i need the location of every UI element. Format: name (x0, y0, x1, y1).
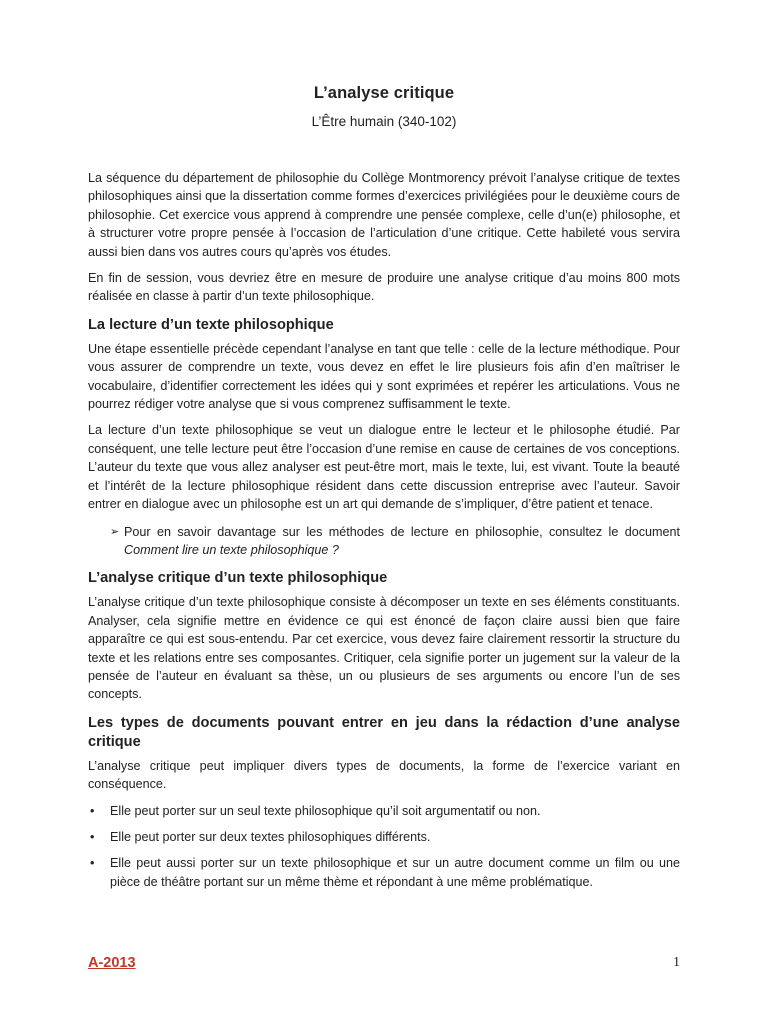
reading-note-text (124, 523, 680, 560)
reading-note-body: Pour en savoir davantage sur les méthodes de lecture en philosophie, consultez le document (124, 524, 680, 539)
intro-paragraph-1: La séquence du département de philosophie du Collège Montmorency prévoit l’analyse critique de textes philosophiques ainsi que la dissertation comme formes d’exercices privilégiées pour le deuxième cours de philosophie. Cet exercice vous apprend à comprendre une pensée complexe, celle d’un(e) philosophe, et à structurer votre propre pensée à l’occasion de l’articulation d’une critique. Cette habileté vous servira aussi bien dans vos autres cours qu’après vos études. (88, 171, 680, 259)
list-item (88, 802, 680, 820)
types-list (88, 802, 680, 892)
page-number: 1 (673, 955, 680, 970)
arrow-bullet-icon: ➢ (110, 525, 120, 538)
section-heading-lecture: La lecture d’un texte philosophique (88, 316, 334, 333)
bullet-icon: • (90, 829, 95, 844)
reading-note-document-title: Comment lire un texte philosophique ? (124, 542, 339, 557)
bullet-icon: • (90, 803, 95, 818)
section-heading-types: Les types de documents pouvant entrer en jeu dans la rédaction d’une analyse critique (88, 714, 680, 750)
list-item-text: Elle peut porter sur deux textes philosophiques différents. (110, 829, 431, 844)
bullet-icon: • (90, 856, 95, 871)
list-item (88, 828, 680, 846)
lecture-paragraph-2: La lecture d’un texte philosophique se veut un dialogue entre le lecteur et le philosophe étudié. Par conséquent, une telle lecture peut être l’occasion d’une remise en cause de certaines de vos conceptions. L’auteur du texte que vous allez analyser est peut-être mort, mais le texte, lui, est vivant. Toute la beauté et l’intérêt de la lecture philosophique résident dans cette discussion entreprise avec l’auteur. Savoir entrer en dialogue avec un philosophe est un art qui demande de s’impliquer, d’être patient et tenace. (88, 423, 680, 512)
analyse-paragraph: L’analyse critique d’un texte philosophique consiste à décomposer un texte en ses éléments constituants. Analyser, cela signifie mettre en évidence ce qui est énoncé de façon claire aussi bien que faire apparaître ce qui est sous-entendu. Par cet exercice, vous devez faire clairement ressortir la structure du texte et les relations entre ses composantes. Critiquer, cela signifie porter un jugement sur la valeur de la pensée de l’auteur en évaluant sa thèse, un ou plusieurs de ses arguments ou encore l’un de ses concepts. (88, 595, 680, 702)
lecture-paragraph-1: Une étape essentielle précède cependant l’analyse en tant que telle : celle de la lecture méthodique. Pour vous assurer de comprendre un texte, vous devez en effet le lire plusieurs fois afin d’en maîtriser le vocabulaire, d’identifier correctement les idées qui y sont exprimées et repérer les articulations. Vous ne pourrez rédiger votre analyse que si vous comprenez suffisamment le texte. (88, 341, 680, 412)
document-title: L’analyse critique (313, 84, 455, 102)
footer-code: A-2013 (88, 955, 136, 971)
types-paragraph: L’analyse critique peut impliquer divers types de documents, la forme de l’exercice variant en conséquence. (88, 758, 680, 792)
document-subtitle: L’Être humain (340-102) (311, 114, 457, 129)
reading-note (110, 523, 680, 560)
intro-paragraph-2: En fin de session, vous devriez être en mesure de produire une analyse critique d’au moins 800 mots réalisée en classe à partir d’un texte philosophique. (88, 271, 680, 304)
list-item-text: Elle peut aussi porter sur un texte philosophique et sur un autre document comme un film ou une pièce de théâtre portant sur un même thème et répondant à une même problématique. (110, 856, 680, 889)
section-heading-analyse: L’analyse critique d’un texte philosophique (88, 570, 388, 587)
list-item (88, 854, 680, 891)
list-item-text: Elle peut porter sur un seul texte philosophique qu’il soit argumentatif ou non. (110, 803, 541, 818)
